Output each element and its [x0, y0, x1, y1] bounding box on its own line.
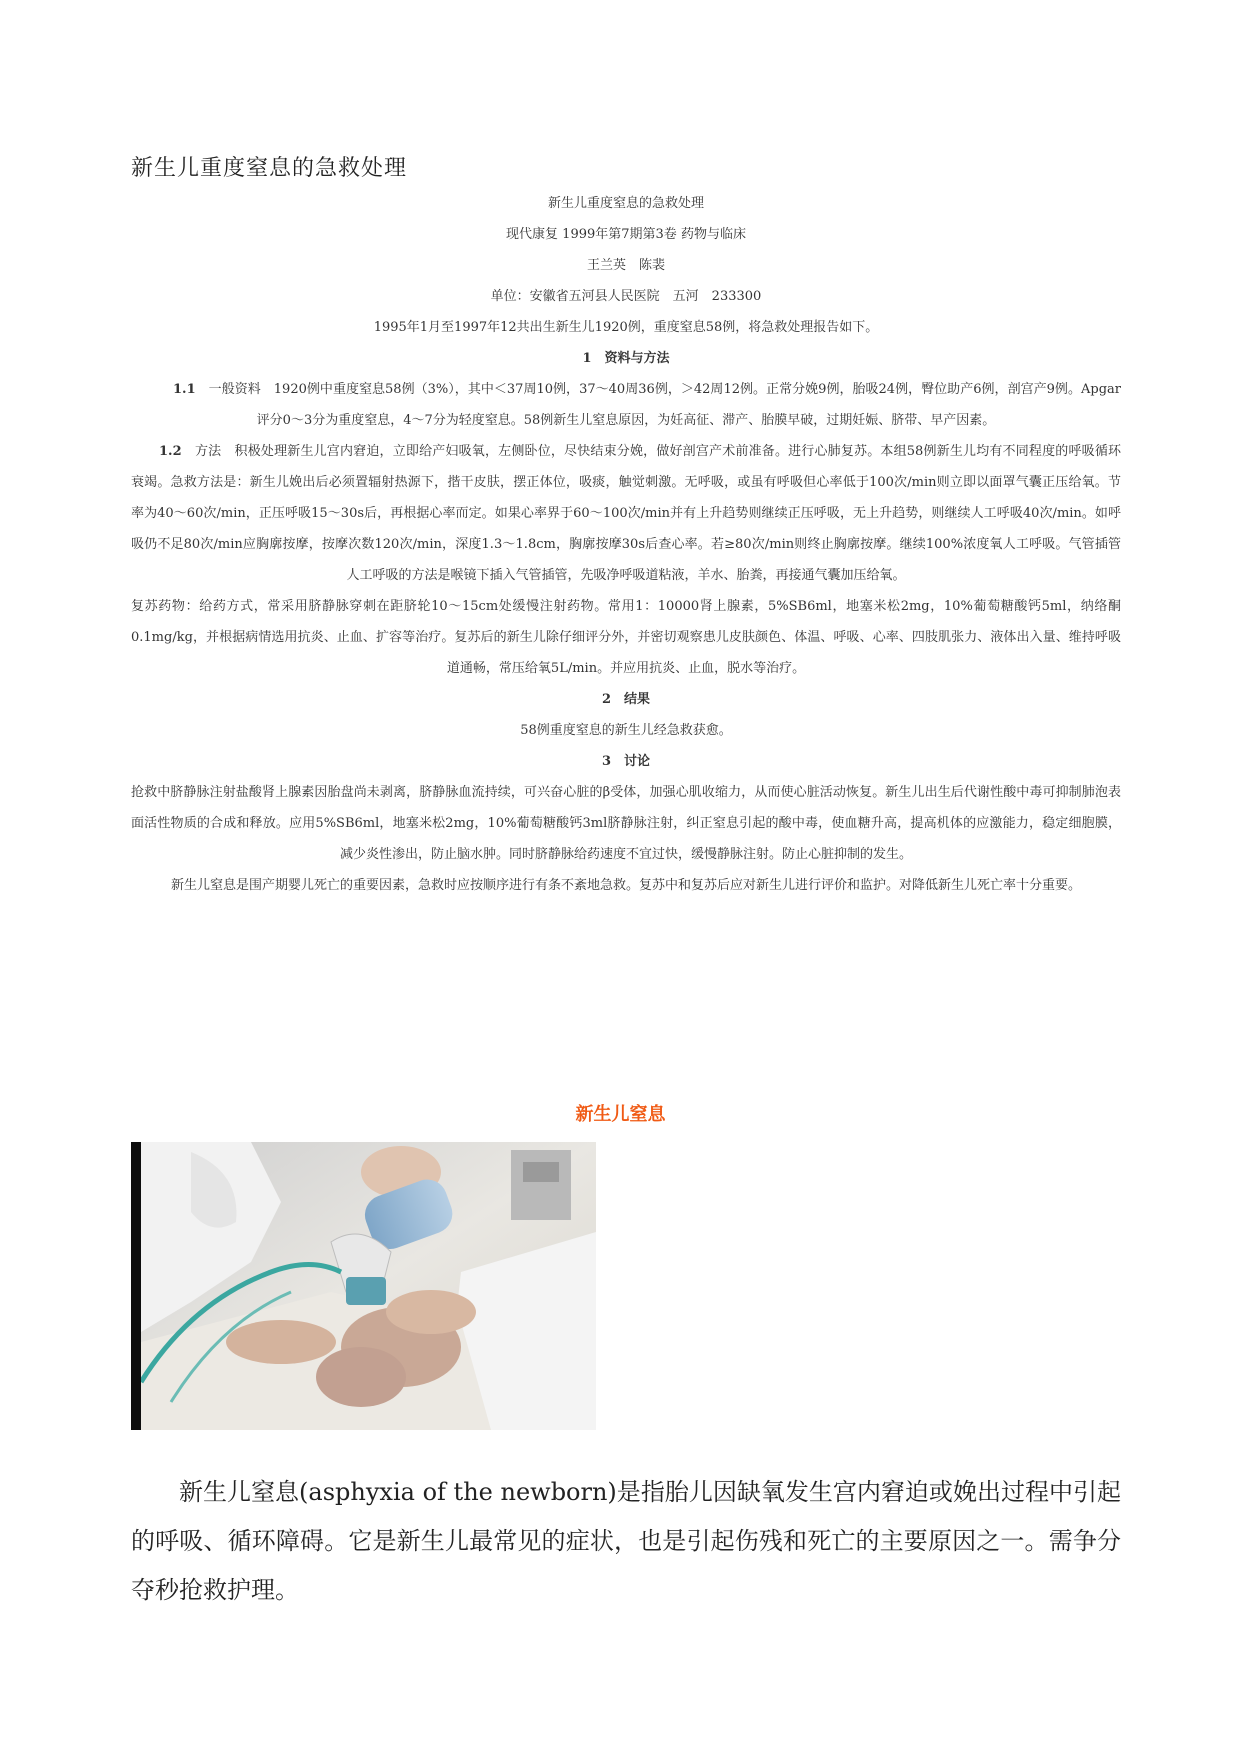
article-authors: 王兰英 陈裴 [586, 258, 665, 273]
photo-illustration [131, 1142, 596, 1430]
paragraph-drugs [131, 591, 1121, 684]
newborn-resuscitation-photo [131, 1142, 596, 1430]
article-source: 现代康复 1999年第7期第3卷 药物与临床 [506, 227, 746, 242]
section-3-heading: 3 讨论 [601, 754, 651, 769]
paragraph-1-1-text: 一般资料 1920例中重度窒息58例（3%），其中＜37周10例，37～40周36例，＞42周12例。正常分娩9例，胎吸24例，臀位助产6例，剖宫产9例。Apgar评分0～3分为重度窒息，4～7分为轻度窒息。58例新生儿窒息原因，为妊高征、滞产、胎膜早破，过期妊娠、脐带、早产因素。 [208, 382, 1121, 428]
paragraph-discussion-1: 抢救中脐静脉注射盐酸肾上腺素因胎盘尚未剥离，脐静脉血流持续，可兴奋心脏的β受体，加强心肌收缩力，从而使心脏活动恢复。新生儿出生后代谢性酸中毒可抑制肺泡表面活性物质的合成和释放。应用5%SB6ml，地塞米松2mg，10%葡萄糖酸钙3ml脐静脉注射，纠正窒息引起的酸中毒，使血糖升高，提高机体的应激能力，稳定细胞膜，减少炎性渗出，防止脑水肿。同时脐静脉给药速度不宜过快，缓慢静脉注射。防止心脏抑制的发生。 [131, 785, 1121, 862]
intro-paragraph [131, 1468, 1121, 1615]
paragraph-1-2-text: 方法 积极处理新生儿宫内窘迫，立即给产妇吸氧，左侧卧位，尽快结束分娩，做好剖宫产术前准备。进行心肺复苏。本组58例新生儿均有不同程度的呼吸循环衰竭。急救方法是：新生儿娩出后必须置辐射热源下，揩干皮肤，摆正体位，吸痰，触觉刺激。无呼吸，或虽有呼吸但心率低于100次/min则立即以面罩气囊正压给氧。节率为40～60次/min，正压呼吸15～30s后，再根据心率而定。如果心率界于60～100次/min并有上升趋势则继续正压呼吸，无上升趋势，则继续人工呼吸40次/min。如呼吸仍不足80次/min应胸廓按摩，按摩次数120次/min，深度1.3～1.8cm，胸廓按摩30s后查心率。若≥80次/min则终止胸廓按摩。继续100%浓度氧人工呼吸。气管插管人工呼吸的方法是喉镜下插入气管插管，先吸净呼吸道粘液，羊水、胎粪，再接通气囊加压给氧。 [131, 444, 1121, 583]
intro-text: 新生儿窒息(asphyxia of the newborn)是指胎儿因缺氧发生宫内窘迫或娩出过程中引起的呼吸、循环障碍。它是新生儿最常见的症状，也是引起伤残和死亡的主要原因之一。需争分夺秒抢救护理。 [131, 1478, 1121, 1604]
article-summary: 1995年1月至1997年12共出生新生儿1920例，重度窒息58例，将急救处理报告如下。 [373, 320, 879, 335]
paragraph-drugs-text: 复苏药物：给药方式，常采用脐静脉穿刺在距脐轮10～15cm处缓慢注射药物。常用1：10000肾上腺素，5%SB6ml，地塞米松2mg，10%葡萄糖酸钙5ml，纳络酮0.1mg/kg，并根据病情选用抗炎、止血、扩容等治疗。复苏后的新生儿除仔细评分外，并密切观察患儿皮肤颜色、体温、呼吸、心率、四肢肌张力、液体出入量、维持呼吸道通畅，常压给氧5L/min。并应用抗炎、止血，脱水等治疗。 [131, 599, 1121, 676]
paragraph-1-1 [131, 374, 1121, 436]
paragraph-results: 58例重度窒息的新生儿经急救获愈。 [520, 723, 732, 738]
section-1-heading: 1 资料与方法 [582, 351, 670, 366]
section-heading-asphyxia: 新生儿窒息 [575, 1104, 666, 1125]
paragraph-discussion-2: 新生儿窒息是围产期婴儿死亡的重要因素，急救时应按顺序进行有条不紊地急救。复苏中和复苏后应对新生儿进行评价和监护。对降低新生儿死亡率十分重要。 [170, 878, 1081, 893]
article-affiliation: 单位：安徽省五河县人民医院 五河 233300 [490, 289, 762, 304]
page-title: 新生儿重度窒息的急救处理 [131, 156, 408, 181]
paragraph-1-2-number: 1.2 [159, 444, 182, 459]
article-subtitle: 新生儿重度窒息的急救处理 [547, 196, 704, 211]
section-2-heading: 2 结果 [601, 692, 651, 707]
paragraph-1-1-number: 1.1 [173, 382, 196, 397]
article-body [131, 188, 1121, 901]
paragraph-1-2 [131, 436, 1121, 591]
